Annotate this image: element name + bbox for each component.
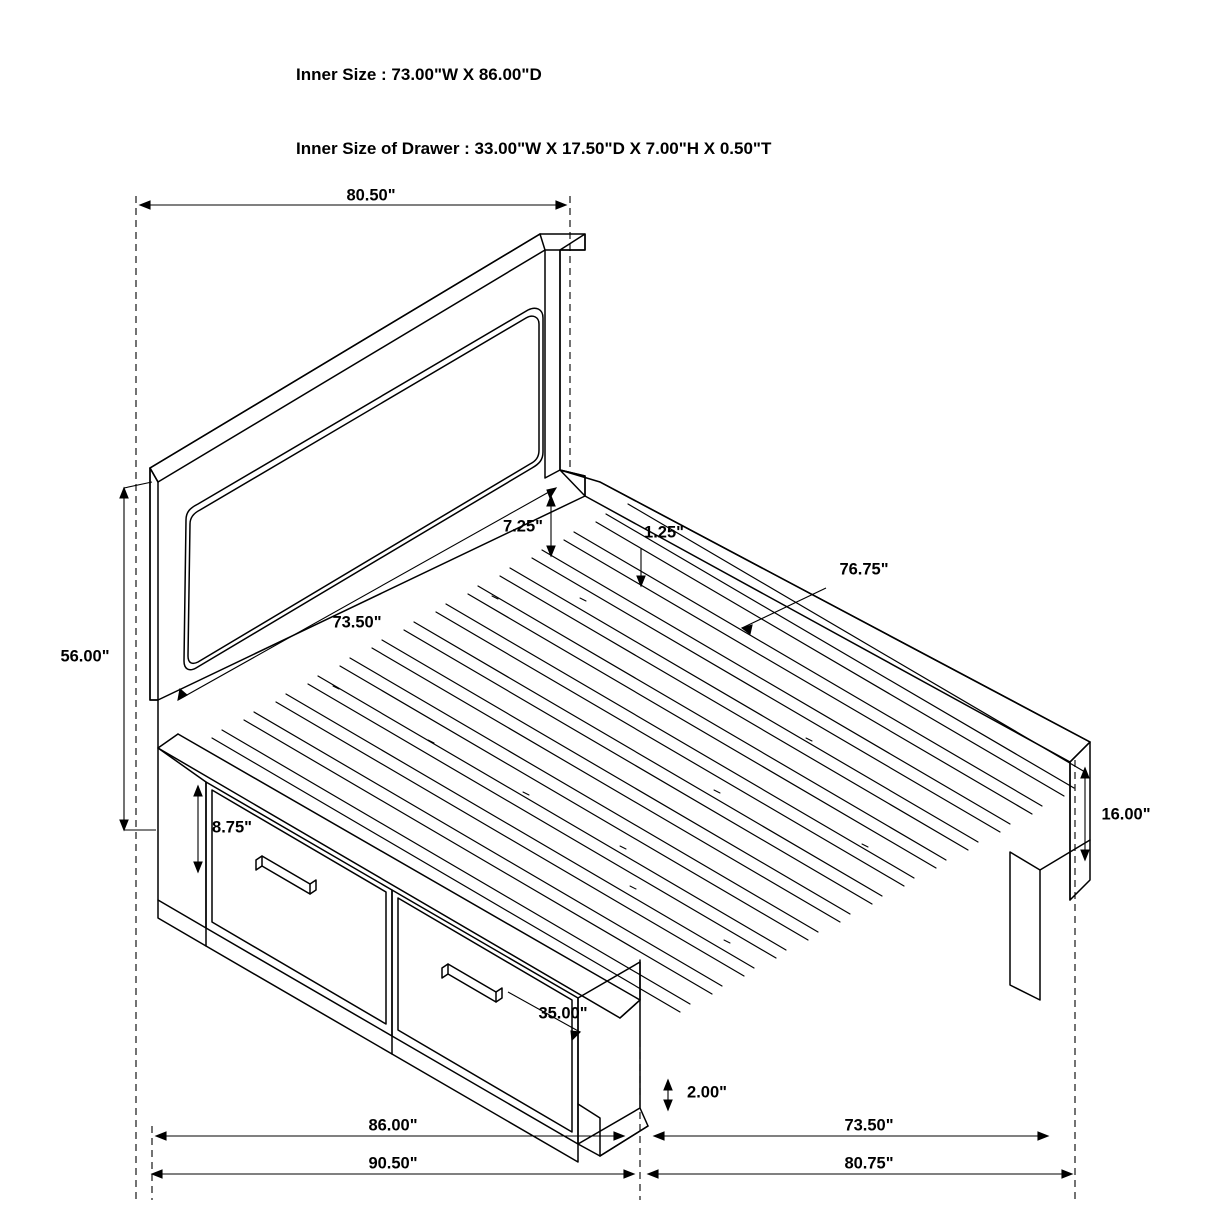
dim-slat-gap: 1.25"	[644, 523, 684, 542]
dim-rail-height: 16.00"	[1101, 805, 1151, 824]
dim-headboard-height: 56.00"	[60, 647, 110, 666]
inner-size-line-2: Inner Size of Drawer : 33.00"W X 17.50"D X 7.00"H X 0.50"T	[296, 139, 772, 159]
dim-overall-outer: 80.75"	[844, 1154, 894, 1173]
dim-floor-clearance: 2.00"	[687, 1083, 727, 1102]
dim-drawer-height: 8.75"	[212, 818, 252, 837]
dim-overall-length: 90.50"	[368, 1154, 418, 1173]
inner-size-line-1: Inner Size : 73.00"W X 86.00"D	[296, 65, 542, 85]
dim-side-rail-length: 76.75"	[839, 560, 889, 579]
dim-top-width: 80.50"	[346, 186, 396, 205]
dim-headboard-gap: 7.25"	[503, 517, 543, 536]
dim-inner-width: 73.50"	[332, 613, 382, 632]
dim-drawer-width: 35.00"	[538, 1004, 588, 1023]
dim-overall-depth: 86.00"	[368, 1116, 418, 1135]
dim-footboard-inner: 73.50"	[844, 1116, 894, 1135]
